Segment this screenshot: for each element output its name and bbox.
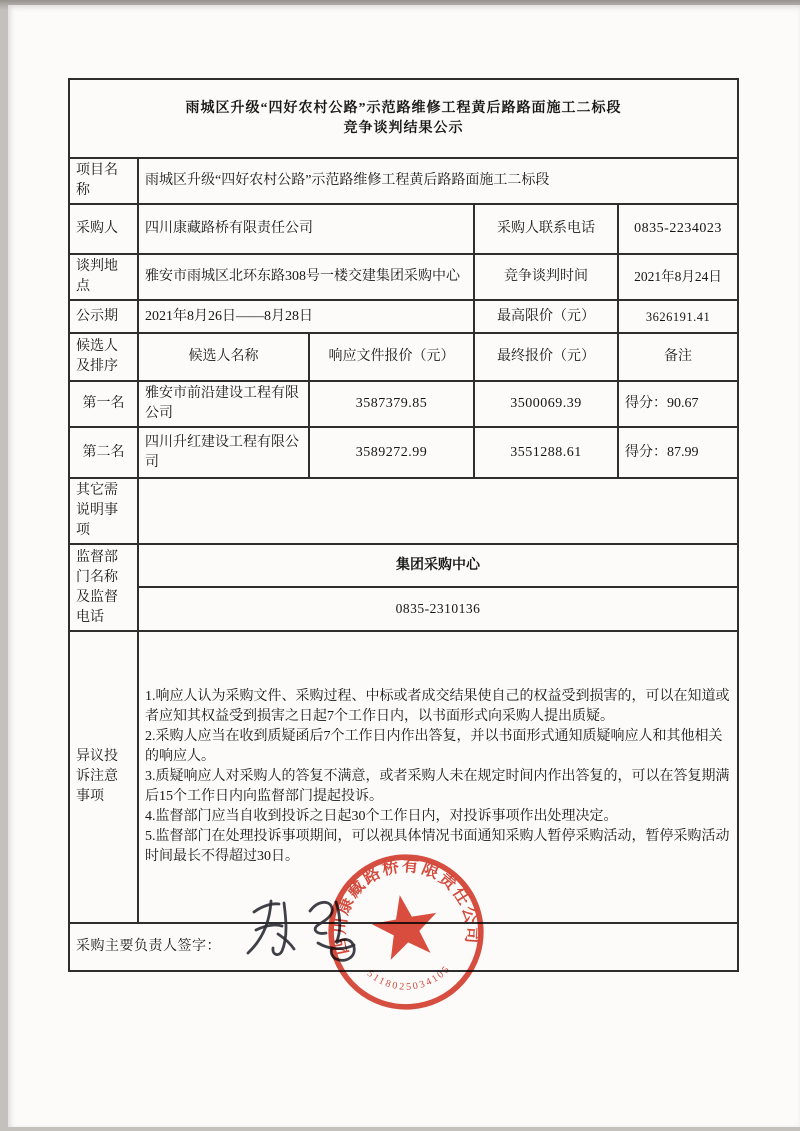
supervision-department: 集团采购中心	[138, 544, 738, 587]
negotiation-time-value: 2021年8月24日	[618, 254, 738, 300]
other-notes-value	[138, 478, 738, 544]
title-line-1: 雨城区升级“四好农村公路”示范路维修工程黄后路路面施工二标段	[185, 100, 622, 116]
paper	[8, 5, 800, 1127]
candidate-name: 雅安市前沿建设工程有限公司	[138, 381, 309, 427]
objection-item: 4.监督部门应当自收到投诉之日起30个工作日内，对投诉事项作出处理决定。	[145, 809, 618, 824]
candidate-remark: 得分：90.67	[618, 381, 738, 427]
signature-label: 采购主要负责人签字：	[76, 939, 221, 954]
objection-item: 1.响应人认为采购文件、采购过程、中标或者成交结果使自己的权益受到损害的，可以在知道或者应知其权益受到损害之日起7个工作日内，以书面形式向采购人提出质疑。	[145, 689, 730, 724]
purchaser-value: 四川康藏路桥有限责任公司	[138, 204, 474, 254]
objection-label: 异议投诉注意事项	[69, 631, 138, 923]
publicity-period-label: 公示期	[69, 300, 138, 333]
other-notes-label: 其它需说明事项	[69, 478, 138, 544]
candidate-remark: 得分：87.99	[618, 427, 738, 478]
seal-company-text: 四川康藏路桥有限责任公司	[329, 855, 483, 957]
svg-text:5118025034105	[364, 963, 454, 996]
title-line-2: 竞争谈判结果公示	[343, 120, 464, 136]
supervision-label: 监督部门名称及监督电话	[69, 544, 138, 631]
results-table	[68, 78, 739, 972]
purchaser-phone-label: 采购人联系电话	[474, 204, 618, 254]
candidates-section-label: 候选人及排序	[69, 333, 138, 381]
candidate-response-price: 3587379.85	[309, 381, 474, 427]
project-name-label: 项目名称	[69, 158, 138, 204]
seal-serial-number: 5118025034105	[364, 963, 454, 993]
negotiation-place-value: 雅安市雨城区北环东路308号一楼交建集团采购中心	[138, 254, 474, 300]
objection-item: 3.质疑响应人对采购人的答复不满意，或者采购人未在规定时间内作出答复的，可以在答复期满后15个工作日内向监督部门提起投诉。	[145, 769, 730, 804]
candidates-col-name: 候选人名称	[138, 333, 309, 381]
candidate-final-price: 3551288.61	[474, 427, 618, 478]
negotiation-time-label: 竞争谈判时间	[474, 254, 618, 300]
candidates-col-remark: 备注	[618, 333, 738, 381]
project-name-value: 雨城区升级“四好农村公路”示范路维修工程黄后路路面施工二标段	[138, 158, 738, 204]
publicity-period-value: 2021年8月26日——8月28日	[138, 300, 474, 333]
candidate-response-price: 3589272.99	[309, 427, 474, 478]
candidate-row	[69, 381, 738, 427]
document-title	[69, 79, 738, 158]
objection-item: 5.监督部门在处理投诉事项期间，可以视具体情况书面通知采购人暂停采购活动，暂停采购活动时间最长不得超过30日。	[145, 829, 730, 864]
candidate-rank: 第一名	[69, 381, 138, 427]
max-price-value: 3626191.41	[618, 300, 738, 333]
candidates-col-response-price: 响应文件报价（元）	[309, 333, 474, 381]
negotiation-place-label: 谈判地点	[69, 254, 138, 300]
candidate-name: 四川升红建设工程有限公司	[138, 427, 309, 478]
supervision-phone: 0835-2310136	[138, 587, 738, 631]
purchaser-phone-value: 0835-2234023	[618, 204, 738, 254]
objection-item: 2.采购人应当在收到质疑函后7个工作日内作出答复，并以书面形式通知质疑响应人和其他相关的响应人。	[145, 729, 723, 764]
company-seal	[314, 840, 498, 1024]
candidates-col-final-price: 最终报价（元）	[474, 333, 618, 381]
star-icon	[370, 893, 439, 961]
candidate-final-price: 3500069.39	[474, 381, 618, 427]
purchaser-label: 采购人	[69, 204, 138, 254]
candidate-row	[69, 427, 738, 478]
max-price-label: 最高限价（元）	[474, 300, 618, 333]
candidate-rank: 第二名	[69, 427, 138, 478]
